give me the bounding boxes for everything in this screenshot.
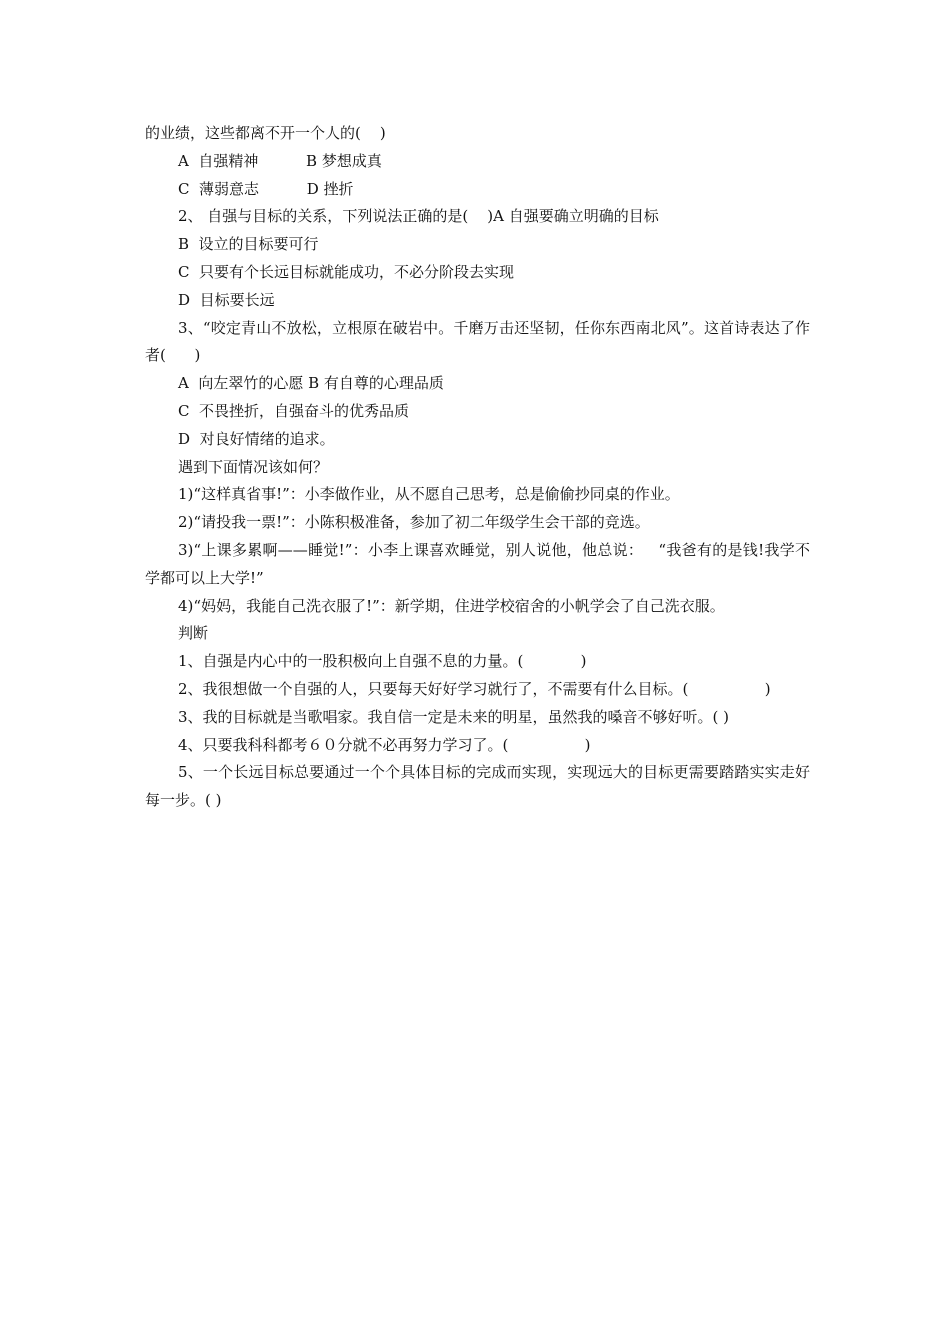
judgment-line: 5、一个长远目标总要通过一个个具体目标的完成而实现，实现远大的目标更需要踏踏实实走好每一步。( ): [145, 763, 810, 810]
option-line: A 向左翠竹的心愿 B 有自尊的心理品质: [178, 374, 444, 393]
question-line: 2、 自强与目标的关系，下列说法正确的是( )A 自强要确立明确的目标: [178, 207, 659, 226]
section-heading: 遇到下面情况该如何？: [178, 457, 329, 476]
section-heading: 判断: [178, 624, 209, 643]
option-line: D 对良好情绪的追求。: [178, 429, 335, 448]
option-line: A 自强精神 B 梦想成真: [178, 151, 382, 170]
document-body: [145, 120, 810, 815]
judgment-line: 4、只要我科科都考６０分就不必再努力学习了。( ): [178, 735, 591, 754]
option-line: D 目标要长远: [178, 290, 275, 309]
judgment-line: 3、我的目标就是当歌唱家。我自信一定是未来的明星，虽然我的嗓音不够好听。( ): [178, 707, 730, 726]
scenario-line: 4)“妈妈，我能自己洗衣服了!”：新学期，住进学校宿舍的小帆学会了自己洗衣服。: [178, 596, 725, 615]
scenario-line: 2)“请投我一票!”：小陈积极准备，参加了初二年级学生会干部的竞选。: [178, 513, 650, 532]
text-line: 的业绩，这些都离不开一个人的( ): [145, 124, 386, 142]
scenario-line: 1)“这样真省事!”：小李做作业，从不愿自己思考，总是偷偷抄同桌的作业。: [178, 485, 680, 504]
option-line: C 薄弱意志 D 挫折: [178, 179, 354, 198]
question-line: 3、“咬定青山不放松，立根原在破岩中。千磨万击还坚韧，任你东西南北风”。这首诗表达了作者( ): [145, 318, 810, 365]
option-line: C 不畏挫折，自强奋斗的优秀品质: [178, 401, 410, 420]
scenario-line: 3)“上课多累啊——睡觉!”：小李上课喜欢睡觉，别人说他，他总说： “我爸有的是钱!我学不学都可以上大学!”: [145, 540, 810, 587]
option-line: C 只要有个长远目标就能成功，不必分阶段去实现: [178, 262, 515, 281]
judgment-line: 1、自强是内心中的一股积极向上自强不息的力量。( ): [178, 652, 587, 671]
judgment-line: 2、我很想做一个自强的人，只要每天好好学习就行了，不需要有什么目标。( ): [178, 679, 771, 698]
option-line: B 设立的目标要可行: [178, 235, 319, 254]
